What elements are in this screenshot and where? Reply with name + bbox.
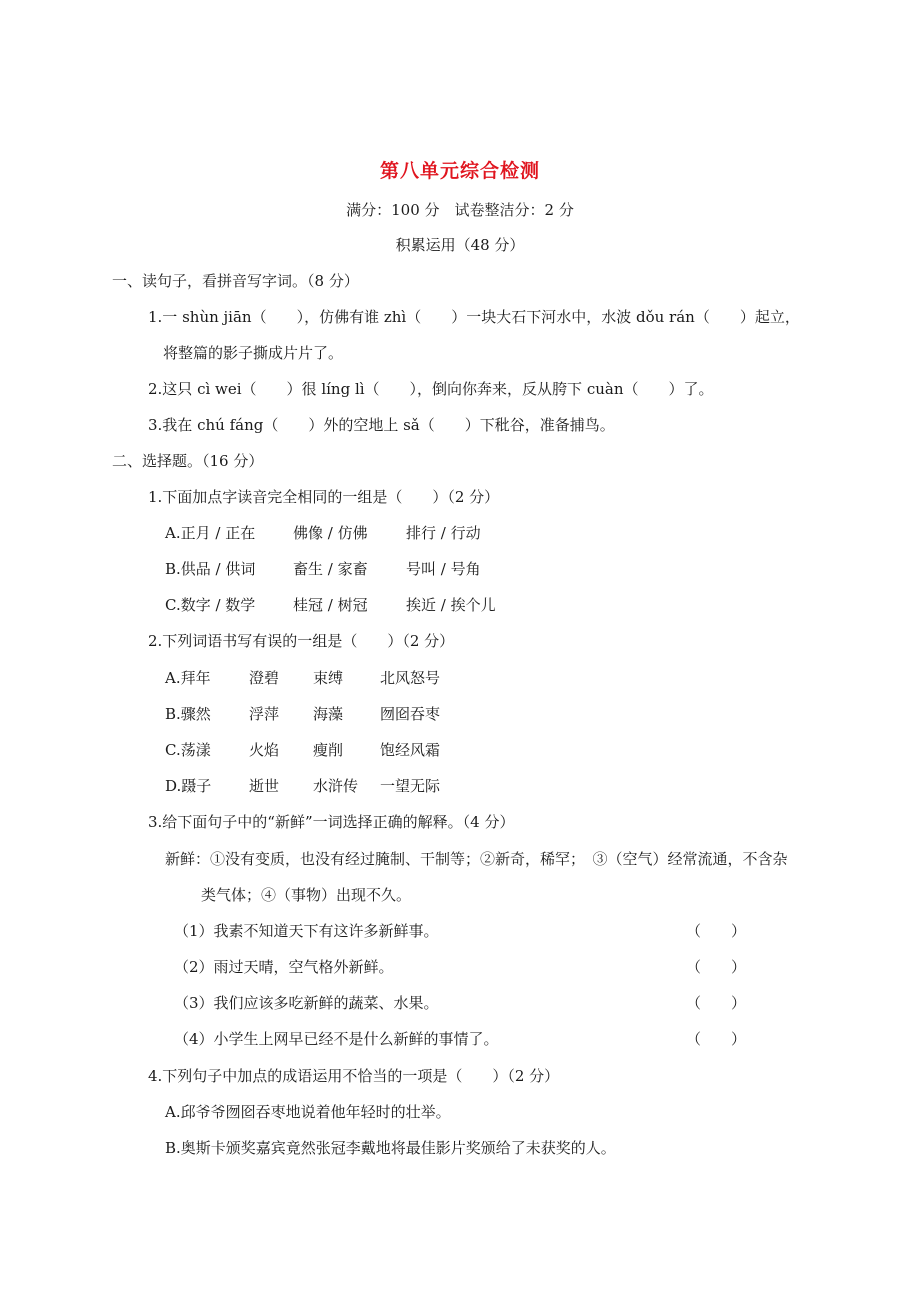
question-1-item-3: 3.我在 chú fáng（ ）外的空地上 sǎ（ ）下秕谷，准备捕鸟。 (148, 416, 615, 434)
question-1-heading: 一、读句子，看拼音写字词。（8 分） (112, 272, 359, 290)
question-2-4-stem: 4.下列句子中加点的成语运用不恰当的一项是（ ）（2 分） (148, 1067, 560, 1085)
question-2-2-option-d: D.蹑子 逝世 水浒传 一望无际 (165, 777, 441, 795)
question-2-4-option-b: B.奥斯卡颁奖嘉宾竟然张冠李戴地将最佳影片奖颁给了未获奖的人。 (165, 1139, 616, 1157)
question-2-3-definition-line-1: 新鲜：①没有变质，也没有经过腌制、干制等；②新奇，稀罕； ③（空气）经常流通，不含杂 (165, 850, 788, 868)
question-2-4-option-a: A.邱爷爷囫囵吞枣地说着他年轻时的壮举。 (165, 1103, 451, 1121)
page-title: 第八单元综合检测 (379, 160, 540, 182)
question-2-3-definition-line-2: 类气体；④（事物）出现不久。 (201, 886, 412, 904)
question-1-item-2: 2.这只 cì wei（ ）很 líng lì（ ），倒向你奔来，反从胯下 cuàn（ ）了。 (148, 380, 714, 398)
question-2-2-option-b: B.骤然 浮萍 海藻 囫囵吞枣 (165, 705, 441, 723)
question-2-2-option-c: C.荡漾 火焰 瘦削 饱经风霜 (165, 741, 441, 759)
question-2-1-option-b: B.供品 / 供词 畜生 / 家畜 号叫 / 号角 (165, 560, 481, 578)
question-2-3-item-2: （2）雨过天晴，空气格外新鲜。 (174, 958, 394, 976)
question-2-heading: 二、选择题。（16 分） (112, 452, 264, 470)
answer-blank-2: （ ） (686, 958, 747, 976)
answer-blank-1: （ ） (686, 922, 747, 940)
answer-blank-3: （ ） (686, 994, 747, 1012)
question-2-2-stem: 2.下列词语书写有误的一组是（ ）（2 分） (148, 632, 455, 650)
question-1-item-1-continued: 将整篇的影子撕成片片了。 (163, 344, 344, 362)
question-2-3-item-1: （1）我素不知道天下有这许多新鲜事。 (174, 922, 439, 940)
question-2-2-option-a: A.拜年 澄碧 束缚 北风怒号 (165, 669, 441, 687)
question-2-3-item-4: （4）小学生上网早已经不是什么新鲜的事情了。 (174, 1030, 499, 1048)
question-2-3-item-3: （3）我们应该多吃新鲜的蔬菜、水果。 (174, 994, 439, 1012)
answer-blank-4: （ ） (686, 1030, 747, 1048)
question-2-1-option-c: C.数字 / 数学 桂冠 / 树冠 挨近 / 挨个儿 (165, 596, 496, 614)
score-line: 满分：100 分 试卷整洁分：2 分 (346, 201, 574, 219)
question-1-item-1: 1.一 shùn jiān（ ），仿佛有谁 zhì（ ）一块大石下河水中，水波 dǒu rán（ ）起立， (148, 308, 800, 326)
question-2-1-option-a: A.正月 / 正在 佛像 / 仿佛 排行 / 行动 (165, 524, 481, 542)
question-2-3-stem: 3.给下面句子中的“新鲜”一词选择正确的解释。（4 分） (148, 813, 515, 831)
question-2-1-stem: 1.下面加点字读音完全相同的一组是（ ）（2 分） (148, 488, 500, 506)
section-heading: 积累运用（48 分） (395, 236, 525, 254)
